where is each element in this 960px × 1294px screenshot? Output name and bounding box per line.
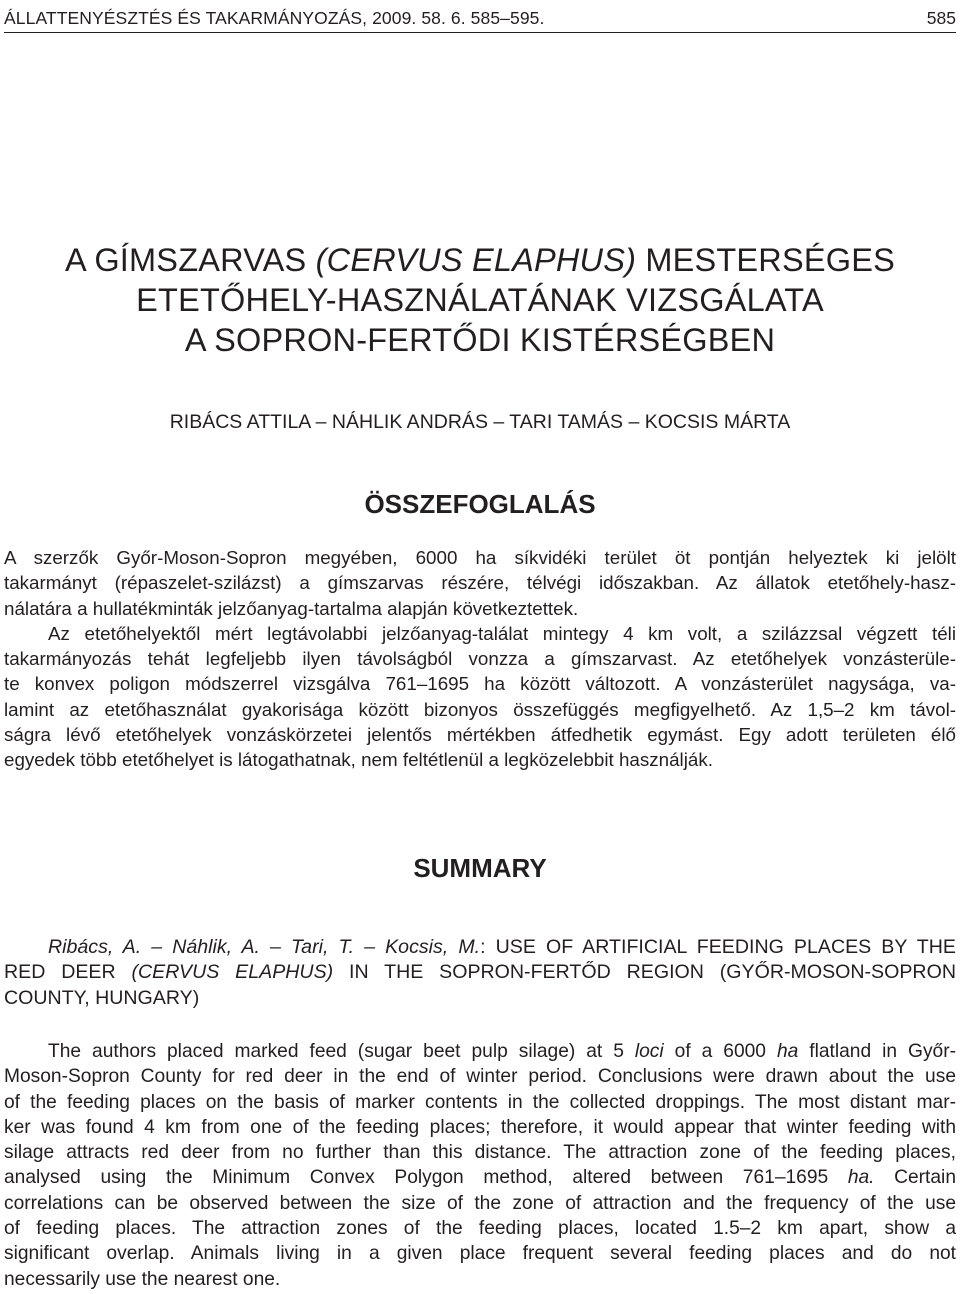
paragraph-line: of feeding places. The attraction zones of the feeding places, located 1.5–2 km apart, show a <box>4 1218 956 1240</box>
title-latin-name: (CERVUS ELAPHUS) <box>315 242 637 278</box>
reference-authors: Ribács, A. – Náhlik, A. – Tari, T. – Kocsis, M. <box>48 936 481 958</box>
paragraph-line: takarmányt (répaszelet-szilázst) a gímszarvas részére, télvégi időszakban. Az állatok etetőhely-hasz- <box>4 572 956 594</box>
paragraph-line: nálatára a hullatékminták jelzőanyag-tartalma alapján következtettek. <box>4 597 579 619</box>
osszefoglalas-text <box>4 545 956 773</box>
summary-text <box>4 1039 956 1292</box>
osszefoglalas-heading: ÖSSZEFOGLALÁS <box>364 489 596 519</box>
paragraph-line: takarmányozás tehát legfeljebb ilyen távolságból vonzza a gímszarvast. Az etetőhelyek vonzásterüle- <box>4 648 956 670</box>
paragraph-line: egyedek több etetőhelyet is látogathatnak, nem feltétlenül a legközelebbit használják. <box>4 749 713 771</box>
paragraph-line: necessarily use the nearest one. <box>4 1268 281 1290</box>
journal-citation: ÁLLATTENYÉSZTÉS ÉS TAKARMÁNYOZÁS, 2009. 58. 6. 585–595. <box>4 8 545 28</box>
article-title <box>0 240 960 360</box>
authors: RIBÁCS ATTILA – NÁHLIK ANDRÁS – TARI TAMÁS – KOCSIS MÁRTA <box>169 411 791 433</box>
summary-reference <box>4 935 956 1011</box>
title-line-1: A GÍMSZARVAS (CERVUS ELAPHUS) MESTERSÉGES <box>65 242 895 278</box>
paragraph-line: te konvex poligon módszerrel vizsgálva 761–1695 ha között változott. A vonzásterület nagysága, va- <box>4 673 956 695</box>
paragraph-line: ságra lévő etetőhelyek vonzáskörzetei jelentős mértékben átfedhetik egymást. Egy adott területen élő <box>4 724 956 746</box>
paragraph-line: Moson-Sopron County for red deer in the end of winter period. Conclusions were drawn about the use <box>4 1066 956 1088</box>
paragraph-line: A szerzők Győr-Moson-Sopron megyében, 6000 ha síkvidéki terület öt pontján helyeztek ki jelölt <box>4 547 956 568</box>
paragraph-line: silage attracts red deer from no further than this distance. The attraction zone of the feeding places, <box>4 1142 956 1164</box>
paragraph-line: analysed using the Minimum Convex Polygon method, altered between 761–1695 ha. Certain <box>4 1167 956 1189</box>
paragraph-line: The authors placed marked feed (sugar beet pulp silage) at 5 loci of a 6000 ha flatland in Győr- <box>48 1041 956 1062</box>
title-line-2: ETETŐHELY-HASZNÁLATÁNAK VIZSGÁLATA <box>136 282 824 318</box>
summary-heading: SUMMARY <box>413 853 547 883</box>
paragraph-line: correlations can be observed between the size of the zone of attraction and the frequency of the use <box>4 1192 956 1214</box>
paragraph-line: of the feeding places on the basis of marker contents in the collected droppings. The most distant mar- <box>4 1091 956 1113</box>
paragraph-line: ker was found 4 km from one of the feeding places; therefore, it would appear that winter feeding with <box>4 1116 956 1138</box>
paragraph-line: Az etetőhelyektől mért legtávolabbi jelzőanyag-találat mintegy 4 km volt, a szilázzsal végzett téli <box>48 622 956 644</box>
paragraph-line: significant overlap. Animals living in a given place frequent several feeding places and do not <box>4 1243 956 1265</box>
reference-line-1: Ribács, A. – Náhlik, A. – Tari, T. – Kocsis, M.: USE OF ARTIFICIAL FEEDING PLACES BY THE <box>48 936 956 958</box>
paragraph-line: lamint az etetőhasználat gyakorisága között bizonyos összefüggés megfigyelhető. Az 1,5–2 km távol- <box>4 698 956 720</box>
title-line-3: A SOPRON-FERTŐDI KISTÉRSÉGBEN <box>184 322 776 358</box>
running-header <box>4 6 956 33</box>
reference-line-2: RED DEER (CERVUS ELAPHUS) IN THE SOPRON-FERTŐD REGION (GYŐR-MOSON-SOPRON <box>4 961 956 984</box>
page-number: 585 <box>926 8 956 28</box>
reference-line-3: COUNTY, HUNGARY) <box>4 986 200 1009</box>
